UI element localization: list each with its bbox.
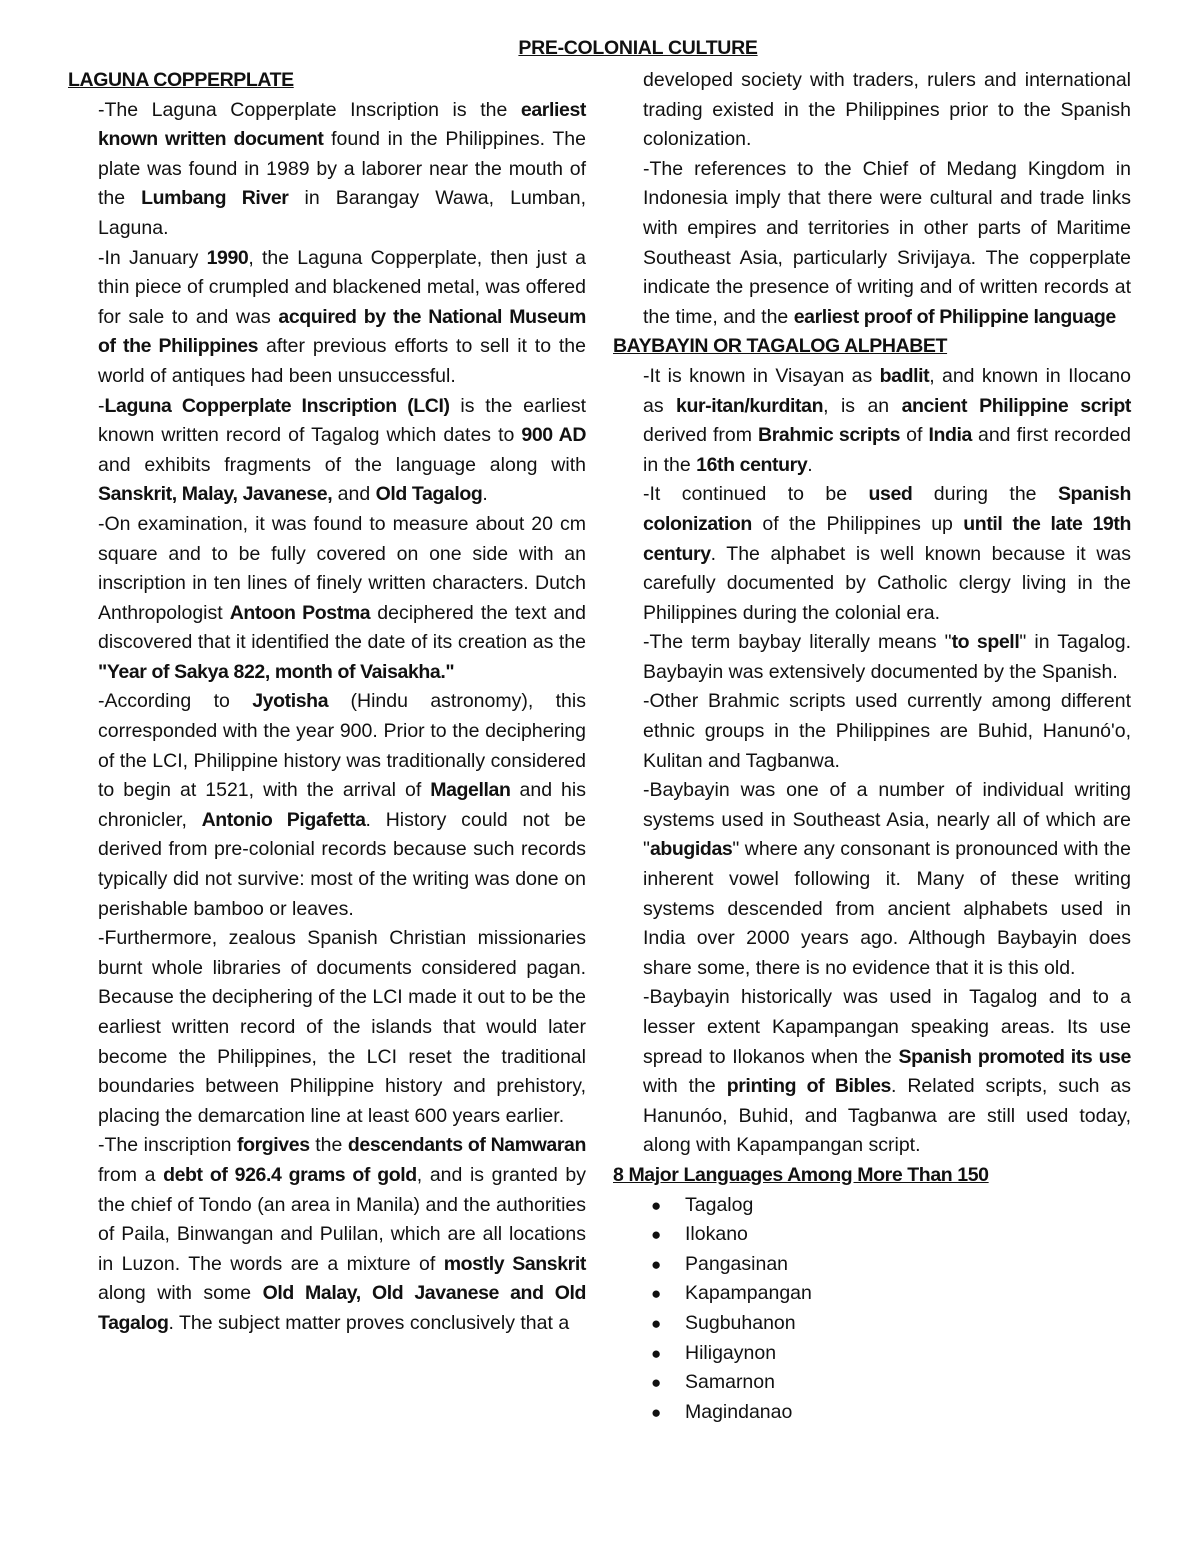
text-run: -The references to the Chief of Medang Kingdom in Indonesia imply that there were cultural and trade links with empires and territories in other parts of Maritime Southeast Asia, particularly Srivijaya. The copperplate indicate the presence of writing and of written records at the time, and the: [643, 157, 1131, 328]
text-run: -Baybayin historically was used in Tagalog and to a lesser extent Kapampangan speaking areas. Its use spread to Ilokanos when the: [643, 986, 1131, 1068]
paragraph: [98, 687, 586, 924]
bold-text: Antoon Postma: [229, 601, 371, 624]
page-title: PRE-COLONIAL CULTURE: [518, 37, 758, 59]
languages-list: [613, 1191, 1131, 1428]
text-run: derived from: [643, 424, 759, 447]
text-run: . The subject matter proves conclusively that a: [168, 1311, 570, 1334]
text-run: found in the Philippines. The plate was found in 1989 by a laborer near the mouth of the: [98, 128, 586, 210]
text-run: after previous efforts to sell it to the world of antiques had been unsuccessful.: [98, 335, 586, 387]
section-heading-baybayin: BAYBAYIN OR TAGALOG ALPHABET: [613, 335, 948, 358]
text-run: is the earliest known written record of Tagalog which dates to: [98, 394, 586, 447]
language-list-item: [651, 1250, 1131, 1280]
text-run: and exhibits fragments of the language along with: [98, 453, 586, 476]
bold-text: earliest known written document: [98, 98, 586, 151]
language-name: Kapampangan: [685, 1282, 812, 1305]
text-run: (Hindu astronomy), this corresponded with the year 900. Prior to the deciphering of the LCI, Philippine history was traditionally considered to begin at 1521, with the arrival of: [98, 690, 586, 802]
bullet-icon: ●: [651, 1402, 662, 1422]
text-run: -Furthermore, zealous Spanish Christian missionaries burnt whole libraries of documents considered pagan. Because the deciphering of the LCI made it out to be the earliest written record of the islands that would later become the Philippines, the LCI reset the traditional boundaries between Philippine history and prehistory, placing the demarcation line at least 600 years earlier.: [98, 927, 586, 1127]
bullet-icon: ●: [651, 1254, 662, 1274]
text-run: -Other Brahmic scripts used currently among different ethnic groups in the Philippines are Buhid, Hanunó'o, Kulitan and Tagbanwa.: [643, 690, 1131, 772]
bold-text: Lumbang River: [141, 187, 289, 210]
text-run: -According to: [98, 690, 253, 713]
paragraph: [643, 687, 1131, 776]
text-run: " where any consonant is pronounced with the inherent vowel following it. Many of these writing systems descended from ancient alphabets used in India over 2000 years ago. Although Baybayin does share some, there is no evidence that it is this old.: [643, 838, 1131, 979]
bold-text: Laguna Copperplate Inscription (LCI): [104, 394, 450, 417]
text-run: -It is known in Visayan as: [643, 364, 880, 387]
bold-text: Spanish promoted its use: [898, 1045, 1131, 1068]
baybayin-paragraphs: [613, 362, 1131, 1161]
bold-text: forgives: [236, 1134, 310, 1157]
bold-text: used: [868, 483, 913, 506]
text-run: -On examination, it was found to measure about 20 cm square and to be fully covered on one side with an inscription in ten lines of finely written characters. Dutch Anthropologist: [98, 512, 586, 624]
language-name: Samarnon: [685, 1371, 775, 1394]
bold-text: "Year of Sakya 822, month of Vaisakha.": [98, 660, 455, 683]
bold-text: descendants of Namwaran: [347, 1134, 587, 1157]
text-run: of: [900, 424, 929, 447]
left-paragraphs: [68, 96, 586, 1339]
bold-text: badlit: [879, 364, 930, 387]
text-run: . History could not be derived from pre-colonial records because such records typically did not survive: most of the writing was done on perishable bamboo or leaves.: [98, 808, 586, 920]
language-name: Magindanao: [685, 1400, 793, 1423]
section-heading-major-languages: 8 Major Languages Among More Than 150: [613, 1163, 989, 1186]
bold-text: acquired by the National Museum of the Philippines: [98, 305, 586, 358]
text-run: of the Philippines up: [751, 512, 964, 535]
bold-text: debt of 926.4 grams of gold: [163, 1163, 417, 1186]
text-run: with the: [643, 1075, 727, 1098]
bold-text: mostly Sanskrit: [443, 1252, 586, 1275]
paragraph: [643, 983, 1131, 1161]
text-run: . Related scripts, such as Hanunóo, Buhid, and Tagbanwa are still used today, along with Kapampangan script.: [643, 1075, 1132, 1157]
language-name: Pangasinan: [685, 1252, 789, 1275]
language-name: Ilokano: [685, 1223, 748, 1246]
bullet-icon: ●: [651, 1343, 662, 1363]
text-run: -Baybayin was one of a number of individual writing systems used in Southeast Asia, nearly all of which are ": [643, 779, 1131, 861]
paragraph: [643, 362, 1131, 480]
bold-text: Spanish colonization: [643, 483, 1131, 535]
text-run: . The alphabet is well known because it was carefully documented by Catholic clergy living in the Philippines during the colonial era.: [643, 542, 1131, 624]
text-run: , and known in Ilocano as: [643, 364, 1131, 417]
paragraph: [98, 510, 586, 688]
paragraph: [643, 628, 1131, 687]
bold-text: until the late 19th century: [643, 512, 1131, 565]
bold-text: Old Tagalog: [375, 483, 483, 506]
language-name: Hiligaynon: [685, 1341, 777, 1364]
bold-text: 16th century: [696, 453, 808, 476]
paragraph: [98, 924, 586, 1131]
paragraph: [98, 392, 586, 510]
text-run: deciphered the text and discovered that it identified the date of its creation as the: [98, 601, 586, 654]
bold-text: India: [928, 424, 972, 447]
language-list-item: [651, 1339, 1131, 1369]
language-list-item: [651, 1398, 1131, 1428]
bold-text: Magellan: [430, 779, 511, 802]
text-run: and first recorded in the: [643, 424, 1131, 476]
bold-text: kur-itan/kurditan: [676, 394, 824, 417]
text-run: developed society with traders, rulers and international trading existed in the Philippines prior to the Spanish colonization.: [643, 69, 1131, 151]
text-run: during the: [912, 483, 1058, 506]
text-run: , is an: [823, 394, 902, 417]
right-column: [613, 66, 1131, 1427]
bold-text: earliest proof of Philippine language: [793, 305, 1116, 328]
text-run: the: [309, 1134, 348, 1157]
section-heading-laguna-copperplate: LAGUNA COPPERPLATE: [68, 69, 294, 91]
bold-text: 900 AD: [521, 424, 587, 447]
bold-text: 1990: [206, 246, 249, 269]
bullet-icon: ●: [651, 1313, 662, 1333]
language-list-item: [651, 1220, 1131, 1250]
text-run: , the Laguna Copperplate, then just a thin piece of crumpled and blackened metal, was offered for sale to and was: [98, 246, 587, 328]
text-run: -The term baybay literally means ": [643, 631, 952, 654]
bold-text: Jyotisha: [252, 690, 329, 713]
bold-text: abugidas: [649, 838, 733, 861]
bullet-icon: ●: [651, 1284, 662, 1304]
language-name: Tagalog: [685, 1193, 754, 1216]
text-run: " in Tagalog. Baybayin was extensively documented by the Spanish.: [643, 631, 1132, 683]
text-run: from a: [98, 1163, 164, 1186]
continued-paragraphs: [613, 66, 1131, 332]
bold-text: to spell: [951, 631, 1020, 654]
language-list-item: [651, 1191, 1131, 1221]
text-run: -The inscription: [98, 1134, 237, 1157]
bold-text: Brahmic scripts: [758, 424, 901, 447]
bold-text: ancient Philippine script: [901, 394, 1131, 417]
language-name: Sugbuhanon: [685, 1311, 796, 1334]
bold-text: Sanskrit, Malay, Javanese,: [98, 483, 333, 506]
paragraph: [643, 776, 1131, 983]
paragraph: [98, 244, 586, 392]
left-column: [68, 66, 586, 1339]
language-list-item: [651, 1279, 1131, 1309]
bold-text: Old Malay, Old Javanese and Old Tagalog: [98, 1282, 586, 1334]
paragraph: [98, 96, 586, 244]
bullet-icon: ●: [651, 1195, 662, 1215]
language-list-item: [651, 1368, 1131, 1398]
text-run: and: [332, 483, 376, 506]
paragraph: [643, 66, 1131, 155]
bold-text: Antonio Pigafetta: [201, 808, 366, 831]
text-run: along with some: [98, 1282, 263, 1305]
bullet-icon: ●: [651, 1225, 662, 1245]
text-run: and his chronicler,: [98, 779, 586, 831]
text-run: , and is granted by the chief of Tondo (an area in Manila) and the authorities of Paila, Binwangan and Pulilan, which are all locations in Luzon. The words are a mixture of: [98, 1163, 587, 1275]
paragraph: [643, 155, 1131, 333]
text-run: -The Laguna Copperplate Inscription is the: [98, 98, 521, 121]
text-run: -: [98, 394, 105, 417]
paragraph: [98, 1131, 586, 1338]
text-run: in Barangay Wawa, Lumban, Laguna.: [98, 187, 586, 239]
language-list-item: [651, 1309, 1131, 1339]
bullet-icon: ●: [651, 1373, 662, 1393]
bold-text: printing of Bibles: [726, 1075, 891, 1098]
text-run: .: [482, 483, 488, 506]
text-run: .: [807, 453, 813, 476]
text-run: -In January: [98, 246, 207, 269]
paragraph: [643, 480, 1131, 628]
text-run: -It continued to be: [643, 483, 869, 506]
